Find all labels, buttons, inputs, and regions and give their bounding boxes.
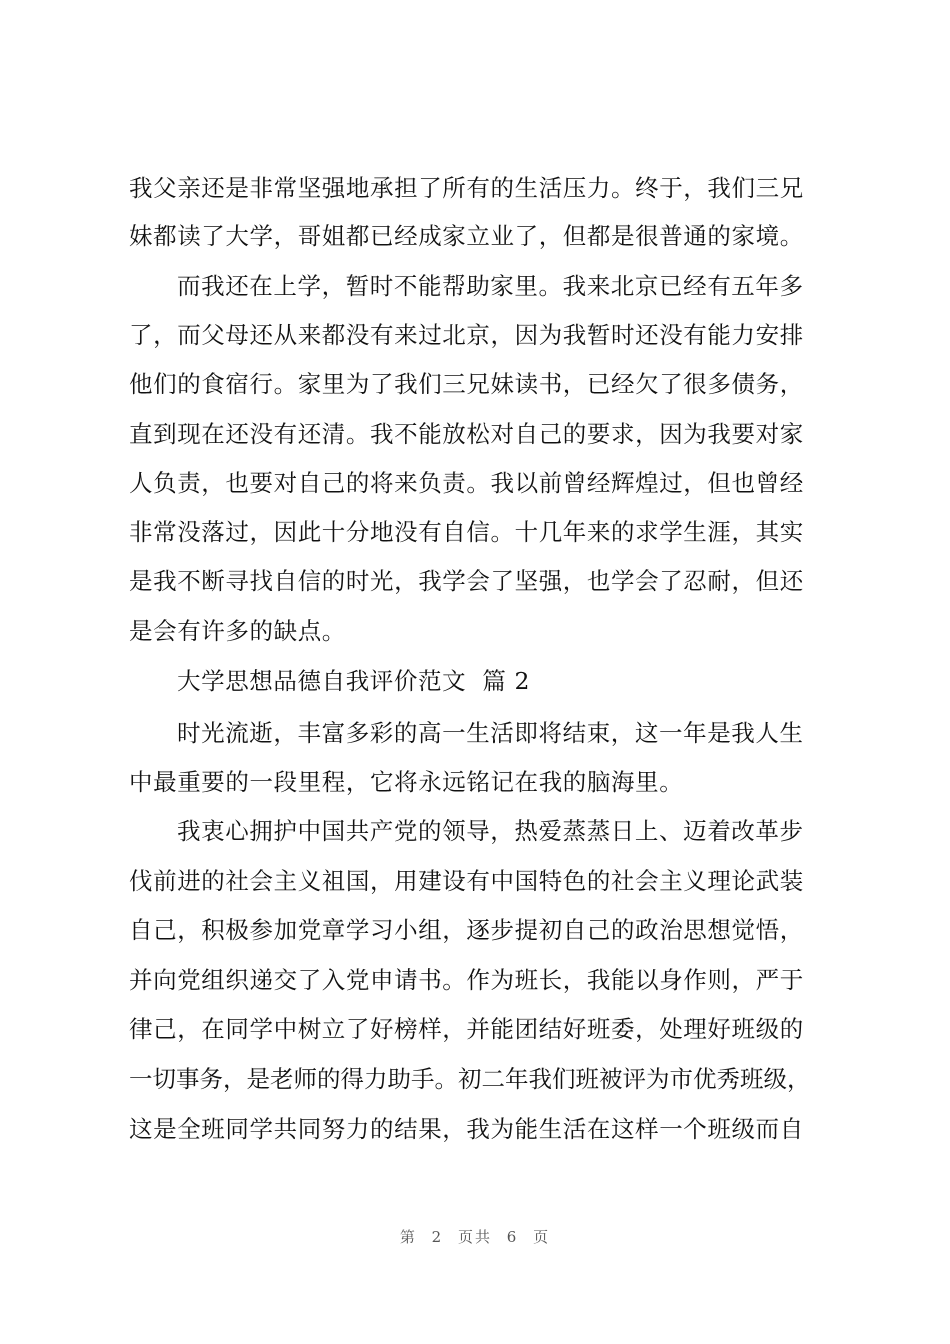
text-line: 非常没落过，因此十分地没有自信。十几年来的求学生涯，其实 — [129, 518, 804, 546]
text-line: 一切事务，是老师的得力助手。初二年我们班被评为市优秀班级， — [129, 1065, 811, 1093]
text-line: 人负责，也要对自己的将来负责。我以前曾经辉煌过，但也曾经 — [129, 469, 804, 497]
text-line: 时光流逝，丰富多彩的高一生活即将结束，这一年是我人生 — [177, 719, 804, 747]
text-line: 是我不断寻找自信的时光，我学会了坚强，也学会了忍耐，但还 — [129, 567, 804, 595]
text-line: 了，而父母还从来都没有来过北京，因为我暂时还没有能力安排 — [129, 321, 804, 349]
section-heading: 大学思想品德自我评价范文 篇 2 — [177, 667, 531, 695]
text-line: 而我还在上学，暂时不能帮助家里。我来北京已经有五年多 — [177, 272, 804, 300]
text-line: 伐前进的社会主义祖国，用建设有中国特色的社会主义理论武装 — [129, 867, 804, 895]
text-line: 中最重要的一段里程，它将永远铭记在我的脑海里。 — [129, 768, 684, 796]
text-line: 自己，积极参加党章学习小组，逐步提初自己的政治思想觉悟， — [129, 916, 804, 944]
text-line: 这是全班同学共同努力的结果，我为能生活在这样一个班级而自 — [129, 1115, 804, 1143]
text-line: 律己，在同学中树立了好榜样，并能团结好班委，处理好班级的 — [129, 1015, 804, 1043]
text-line: 他们的食宿行。家里为了我们三兄妹读书，已经欠了很多债务， — [129, 370, 804, 398]
text-line: 是会有许多的缺点。 — [129, 617, 346, 645]
text-line: 我父亲还是非常坚强地承担了所有的生活压力。终于，我们三兄 — [129, 174, 804, 202]
text-line: 妹都读了大学，哥姐都已经成家立业了，但都是很普通的家境。 — [129, 222, 804, 250]
text-line: 直到现在还没有还清。我不能放松对自己的要求，因为我要对家 — [129, 420, 804, 448]
text-line: 并向党组织递交了入党申请书。作为班长，我能以身作则，严于 — [129, 966, 804, 994]
page-footer: 第 2 页共 6 页 — [399, 1228, 551, 1246]
text-line: 我衷心拥护中国共产党的领导，热爱蒸蒸日上、迈着改革步 — [177, 817, 804, 845]
